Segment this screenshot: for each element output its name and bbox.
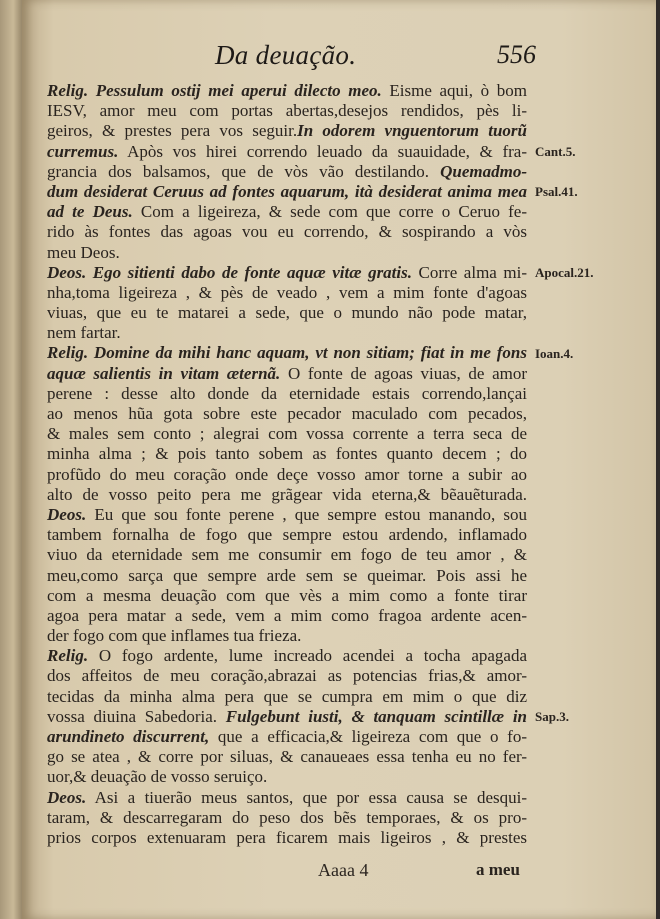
- text-segment: nem fartar.: [47, 323, 121, 343]
- text-segment: viuo da eternidade sem me consumir em fogo de teu amor , &: [47, 545, 527, 565]
- text-line: [47, 586, 527, 606]
- text-line: [47, 444, 527, 464]
- text-line: [47, 606, 527, 626]
- latin-quotation: Deos.: [47, 504, 87, 524]
- margin-reference: Apocal.21.: [535, 264, 594, 280]
- margin-reference: Sap.3.: [535, 709, 569, 725]
- latin-quotation: Quemadmo-: [440, 161, 527, 181]
- text-line: [47, 485, 527, 505]
- text-line: [47, 364, 527, 384]
- text-segment: tambem fornalha de fogo que sempre estou ardendo, inflamado: [47, 525, 527, 545]
- latin-quotation: curremus.: [47, 141, 119, 161]
- text-segment: Com a ligeireza, & sede com que corre o Ceruo fe-: [132, 202, 527, 222]
- margin-reference: Ioan.4.: [535, 345, 574, 361]
- text-line: [47, 727, 527, 747]
- latin-quotation: Relig. Domine da mihi hanc aquam, vt non sitiam; fiat in me fons: [47, 343, 527, 363]
- text-segment: taram, & descarregaram do peso dos bẽs temporaes, & os pro-: [47, 807, 527, 827]
- text-segment: tecidas da minha alma pera que se cumpra em mim o que diz: [47, 686, 527, 706]
- text-line: [47, 303, 527, 323]
- text-line: [47, 767, 527, 787]
- text-line: [47, 505, 527, 525]
- text-segment: ao menos hũa gota sobre este pecador maculado com pecados,: [47, 404, 527, 423]
- text-segment: com a mesma deuação com que vès a mim como a fonte tirar: [47, 585, 527, 605]
- text-line: [47, 566, 527, 586]
- text-segment: profũdo do meu coração onde deçe vosso amor torne a subir ao: [47, 464, 527, 484]
- text-line: [47, 687, 527, 707]
- text-line: [47, 142, 527, 162]
- latin-quotation: Relig. Pessulum ostij mei aperui dilecto meo.: [47, 81, 382, 100]
- text-segment: Corre alma mi-: [412, 262, 527, 282]
- text-segment: prios corpos extenuaram pera ficarem mais ligeiros , & prestes: [47, 827, 527, 847]
- latin-quotation: Deos.: [47, 787, 87, 807]
- text-segment: que a efficacia,& ligeireza com que o fo-: [209, 727, 528, 746]
- page-edge-shadow: [656, 0, 660, 919]
- margin-reference: Psal.41.: [535, 184, 578, 199]
- text-segment: O fonte de agoas viuas, de amor: [280, 363, 527, 383]
- text-line: [47, 525, 527, 545]
- text-segment: Apòs vos hirei correndo leuado da suauidade, & fra-: [118, 141, 527, 161]
- page-header: [0, 40, 660, 72]
- text-line: [47, 81, 527, 101]
- signature-mark: Aaaa 4: [318, 860, 369, 880]
- text-segment: vossa diuina Sabedoria.: [47, 706, 226, 726]
- text-segment: minha alma ; & pois tanto sobem as fontes quanto decem ; do: [47, 444, 527, 464]
- text-line: [47, 788, 527, 808]
- text-line: [47, 424, 527, 444]
- text-segment: perene : desse alto donde da eternidade estais correndo,lançai: [47, 383, 527, 403]
- text-line: [47, 404, 527, 424]
- text-line: [47, 162, 527, 182]
- text-line: [47, 545, 527, 565]
- text-line: [47, 243, 527, 263]
- margin-reference: Cant.5.: [535, 143, 576, 159]
- text-line: [47, 101, 527, 121]
- text-line: [47, 828, 527, 848]
- latin-quotation: ad te Deus.: [47, 202, 133, 222]
- text-line: [47, 121, 527, 141]
- text-segment: nha,toma ligeireza , & pès de veado , vem a mim fonte d'agoas: [47, 282, 527, 302]
- text-line: [47, 323, 527, 343]
- body-text: [47, 81, 527, 848]
- text-segment: Asi a tiuerão meus santos, que por essa causa se desqui-: [86, 787, 527, 807]
- text-segment: agoa pera matar a sede, vem a mim como fragoa ardente acen-: [47, 605, 527, 625]
- latin-quotation: In odorem vnguentorum tuorũ: [297, 121, 527, 141]
- text-line: [47, 263, 527, 283]
- latin-quotation: Fulgebunt iusti, & tanquam scintillæ in: [225, 706, 527, 726]
- text-line: [47, 707, 527, 727]
- text-line: [47, 343, 527, 363]
- text-line: [47, 384, 527, 404]
- text-line: [47, 182, 527, 202]
- running-title: Da deuação.: [215, 40, 357, 70]
- text-line: [47, 222, 527, 242]
- text-line: [47, 666, 527, 686]
- text-segment: O fogo ardente, lume increado acendei a tocha apagada: [88, 646, 527, 666]
- text-segment: go se atea , & corre por siluas, & canaueaes essa tenha eu no fer-: [47, 747, 527, 767]
- text-segment: IESV, amor meu com portas abertas,desejos rendidos, pès li-: [47, 101, 527, 121]
- latin-quotation: Relig.: [47, 646, 89, 666]
- text-segment: meu,como sarça que sempre arde sem se queimar. Pois assi he: [47, 565, 527, 585]
- text-segment: Eu que sou fonte perene , que sempre estou manando, sou: [86, 504, 527, 524]
- text-segment: rido às fontes das agoas vou eu correndo, & sospirando a vòs: [47, 222, 527, 242]
- text-segment: geiros, & prestes pera vos seguir.: [47, 121, 298, 141]
- page-number: 556: [497, 40, 536, 69]
- text-line: [47, 465, 527, 485]
- text-segment: alto de vosso peito pera me grãgear vida eterna,& bẽauẽturada.: [47, 484, 527, 504]
- latin-quotation: dum desiderat Ceruus ad fontes aquarum, ità desiderat anima mea: [47, 181, 527, 201]
- latin-quotation: Deos. Ego sitienti dabo de fonte aquæ vitæ gratis.: [47, 262, 412, 282]
- text-line: [47, 808, 527, 828]
- text-segment: viuas, que eu te matarei a sede, que o mundo não pode matar,: [47, 303, 527, 323]
- text-segment: der fogo com que inflames tua frieza.: [47, 626, 302, 646]
- text-segment: meu Deos.: [47, 242, 120, 262]
- text-segment: uor,& deuação de vosso seruiço.: [47, 767, 268, 787]
- text-segment: Eisme aqui, ò bom: [381, 81, 528, 100]
- text-line: [47, 626, 527, 646]
- text-segment: dos affeitos de meu coração,abrazai as potencias frias,& amor-: [47, 666, 527, 686]
- latin-quotation: aquæ salientis in vitam æternã.: [47, 363, 281, 383]
- text-line: [47, 283, 527, 303]
- text-segment: & males sem conto ; alegrai com vossa corrente a terra seca de: [47, 424, 527, 444]
- text-line: [47, 646, 527, 666]
- text-segment: grancia dos balsamos, que de vòs vão destilando.: [47, 161, 441, 181]
- text-line: [47, 747, 527, 767]
- facing-page-edge: [0, 0, 24, 919]
- text-line: [47, 202, 527, 222]
- catchword: a meu: [476, 860, 520, 879]
- latin-quotation: arundineto discurrent,: [47, 727, 210, 746]
